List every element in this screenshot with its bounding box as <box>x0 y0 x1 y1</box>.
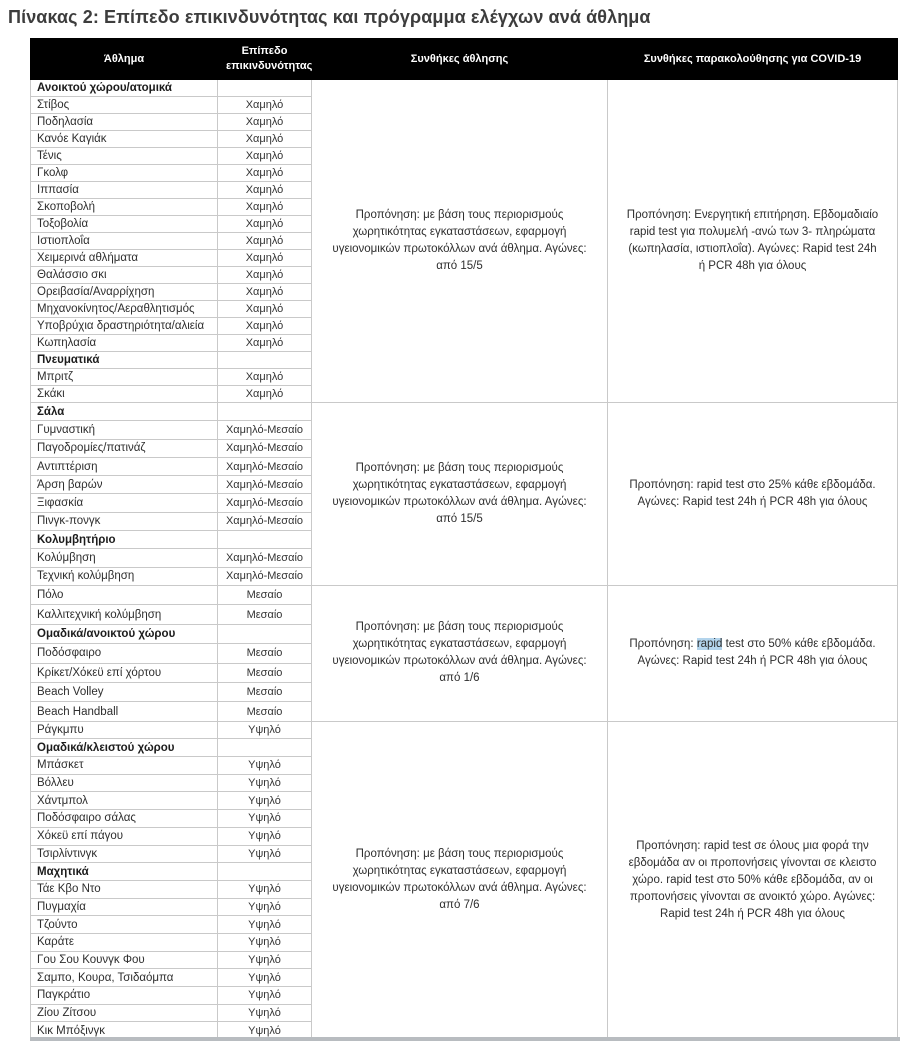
sport-cell: Ποδόσφαιρο σάλας <box>31 810 218 828</box>
risk-level-cell <box>218 531 312 549</box>
sport-cell: Ράγκμπυ <box>31 721 218 739</box>
risk-level-cell: Χαμηλό <box>218 284 312 301</box>
header-row <box>31 39 898 80</box>
risk-level-cell <box>218 80 312 97</box>
sport-cell: Χάντμπολ <box>31 792 218 810</box>
risk-level-cell: Χαμηλό-Μεσαίο <box>218 439 312 457</box>
risk-level-cell <box>218 403 312 421</box>
risk-level-cell <box>218 739 312 757</box>
risk-level-cell: Χαμηλό <box>218 335 312 352</box>
risk-level-cell: Υψηλό <box>218 792 312 810</box>
sport-cell: Στίβος <box>31 97 218 114</box>
risk-level-cell <box>218 352 312 369</box>
sport-cell: Beach Handball <box>31 702 218 721</box>
risk-level-cell: Υψηλό <box>218 1004 312 1022</box>
category-cell: Ομαδικά/ανοικτού χώρου <box>31 624 218 643</box>
table-body <box>31 80 898 1040</box>
sport-cell: Μπριτζ <box>31 369 218 386</box>
risk-level-cell: Χαμηλό-Μεσαίο <box>218 457 312 475</box>
sport-cell: Χειμερινά αθλήματα <box>31 250 218 267</box>
sport-cell: Θαλάσσιο σκι <box>31 267 218 284</box>
risk-level-cell: Υψηλό <box>218 827 312 845</box>
sport-cell: Υποβρύχια δραστηριότητα/αλιεία <box>31 318 218 335</box>
risk-level-cell: Υψηλό <box>218 987 312 1005</box>
risk-level-cell: Χαμηλό <box>218 233 312 250</box>
risk-level-cell: Χαμηλό <box>218 386 312 403</box>
risk-level-cell: Χαμηλό-Μεσαίο <box>218 421 312 439</box>
risk-level-cell: Χαμηλό-Μεσαίο <box>218 494 312 512</box>
sport-cell: Τάε Κβο Ντο <box>31 880 218 898</box>
risk-level-cell <box>218 624 312 643</box>
sport-cell: Γυμναστική <box>31 421 218 439</box>
sport-cell: Πυγμαχία <box>31 898 218 916</box>
risk-level-cell: Χαμηλό <box>218 216 312 233</box>
risk-level-cell: Χαμηλό <box>218 250 312 267</box>
table-header <box>31 39 898 80</box>
risk-level-cell: Χαμηλό-Μεσαίο <box>218 567 312 585</box>
sport-cell: Κικ Μπόξινγκ <box>31 1022 218 1040</box>
sport-cell: Κολύμβηση <box>31 549 218 567</box>
sport-cell: Πόλο <box>31 585 218 604</box>
risk-level-cell: Χαμηλό <box>218 131 312 148</box>
risk-table <box>30 38 898 1040</box>
risk-level-cell: Χαμηλό <box>218 97 312 114</box>
risk-level-cell: Χαμηλό-Μεσαίο <box>218 476 312 494</box>
risk-level-cell: Υψηλό <box>218 810 312 828</box>
risk-level-cell: Χαμηλό <box>218 267 312 284</box>
sport-cell: Αντιπτέριση <box>31 457 218 475</box>
risk-level-cell: Υψηλό <box>218 1022 312 1040</box>
risk-level-cell: Χαμηλό-Μεσαίο <box>218 549 312 567</box>
sport-cell: Πινγκ-πονγκ <box>31 512 218 530</box>
sport-cell: Ζίου Ζίτσου <box>31 1004 218 1022</box>
risk-level-cell: Υψηλό <box>218 933 312 951</box>
sport-cell: Κανόε Καγιάκ <box>31 131 218 148</box>
sport-cell: Ορειβασία/Αναρρίχηση <box>31 284 218 301</box>
conditions-cell: Προπόνηση: με βάση τους περιορισμούς χωρητικότητας εγκαταστάσεων, εφαρμογή υγειονομικών πρωτοκόλλων ανά άθλημα. Αγώνες: από 1/6 <box>312 585 608 721</box>
risk-level-cell: Χαμηλό <box>218 369 312 386</box>
conditions-cell: Προπόνηση: με βάση τους περιορισμούς χωρητικότητας εγκαταστάσεων, εφαρμογή υγειονομικών πρωτοκόλλων ανά άθλημα. Αγώνες: από 7/6 <box>312 721 608 1039</box>
conditions-cell: Προπόνηση: με βάση τους περιορισμούς χωρητικότητας εγκαταστάσεων, εφαρμογή υγειονομικών πρωτοκόλλων ανά άθλημα. Αγώνες: από 15/5 <box>312 80 608 403</box>
risk-level-cell: Χαμηλό <box>218 182 312 199</box>
risk-level-cell: Χαμηλό-Μεσαίο <box>218 512 312 530</box>
category-cell: Ομαδικά/κλειστού χώρου <box>31 739 218 757</box>
sport-cell: Σκοποβολή <box>31 199 218 216</box>
conditions-cell: Προπόνηση: με βάση τους περιορισμούς χωρητικότητας εγκαταστάσεων, εφαρμογή υγειονομικών πρωτοκόλλων ανά άθλημα. Αγώνες: από 15/5 <box>312 403 608 586</box>
highlighted-text: rapid <box>696 638 723 651</box>
monitoring-cell: Προπόνηση: rapid test σε όλους μια φορά την εβδομάδα αν οι προπονήσεις γίνονται σε κλειστο χώρο. rapid test στο 50% κάθε εβδομάδα, αν οι προπονήσεις γίνονται σε ανοικτό χώρο. Αγώνες: Rapid test 24h ή PCR 48h για όλους <box>608 721 898 1039</box>
risk-level-cell: Υψηλό <box>218 951 312 969</box>
category-cell: Ανοικτού χώρου/ατομικά <box>31 80 218 97</box>
risk-level-cell: Μεσαίο <box>218 585 312 604</box>
sport-cell: Beach Volley <box>31 682 218 701</box>
category-cell: Κολυμβητήριο <box>31 531 218 549</box>
category-cell: Πνευματικά <box>31 352 218 369</box>
risk-level-cell: Χαμηλό <box>218 301 312 318</box>
risk-level-cell: Υψηλό <box>218 721 312 739</box>
sport-cell: Ξιφασκία <box>31 494 218 512</box>
table-row <box>31 403 898 421</box>
sport-cell: Καράτε <box>31 933 218 951</box>
risk-level-cell: Μεσαίο <box>218 605 312 624</box>
sport-cell: Άρση βαρών <box>31 476 218 494</box>
risk-level-cell: Υψηλό <box>218 774 312 792</box>
monitoring-cell: Προπόνηση: Ενεργητική επιτήρηση. Εβδομαδιαίο rapid test για πολυμελή -ανώ των 3- πληρώματα (κωπηλασία, ιστιοπλοΐα). Αγώνες: Rapid test 24h ή PCR 48h για όλους <box>608 80 898 403</box>
risk-level-cell: Μεσαίο <box>218 682 312 701</box>
header-sport: Άθλημα <box>31 39 218 80</box>
risk-level-cell: Χαμηλό <box>218 148 312 165</box>
sport-cell: Τσιρλίντινγκ <box>31 845 218 863</box>
sport-cell: Παγοδρομίες/πατινάζ <box>31 439 218 457</box>
sport-cell: Κωπηλασία <box>31 335 218 352</box>
sport-cell: Παγκράτιο <box>31 987 218 1005</box>
sport-cell: Μηχανοκίνητος/Αεραθλητισμός <box>31 301 218 318</box>
risk-level-cell: Μεσαίο <box>218 644 312 663</box>
page-title: Πίνακας 2: Επίπεδο επικινδυνότητας και πρόγραμμα ελέγχων ανά άθλημα <box>8 7 651 27</box>
risk-level-cell: Υψηλό <box>218 845 312 863</box>
sport-cell: Ιππασία <box>31 182 218 199</box>
sport-cell: Γκολφ <box>31 165 218 182</box>
monitoring-cell: Προπόνηση: rapid test στο 25% κάθε εβδομάδα. Αγώνες: Rapid test 24h ή PCR 48h για όλους <box>608 403 898 586</box>
sport-cell: Τοξοβολία <box>31 216 218 233</box>
sport-cell: Κρίκετ/Χόκεϋ επί χόρτου <box>31 663 218 682</box>
risk-level-cell: Μεσαίο <box>218 702 312 721</box>
risk-level-cell: Υψηλό <box>218 880 312 898</box>
risk-level-cell: Υψηλό <box>218 969 312 987</box>
sport-cell: Βόλλευ <box>31 774 218 792</box>
sport-cell: Γου Σου Κουνγκ Φου <box>31 951 218 969</box>
risk-level-cell: Χαμηλό <box>218 318 312 335</box>
table-row <box>31 585 898 604</box>
cutoff-row-strip <box>30 1037 900 1041</box>
category-cell: Σάλα <box>31 403 218 421</box>
sport-cell: Καλλιτεχνική κολύμβηση <box>31 605 218 624</box>
risk-level-cell: Χαμηλό <box>218 199 312 216</box>
header-monitoring: Συνθήκες παρακολούθησης για COVID-19 <box>608 39 898 80</box>
monitoring-cell: Προπόνηση: rapid test στο 50% κάθε εβδομάδα. Αγώνες: Rapid test 24h ή PCR 48h για όλους <box>608 585 898 721</box>
risk-level-cell: Χαμηλό <box>218 114 312 131</box>
sport-cell: Τζούντο <box>31 916 218 934</box>
sport-cell: Χόκεϋ επί πάγου <box>31 827 218 845</box>
category-cell: Μαχητικά <box>31 863 218 881</box>
sport-cell: Ποδηλασία <box>31 114 218 131</box>
sport-cell: Μπάσκετ <box>31 757 218 775</box>
table-row <box>31 80 898 97</box>
risk-level-cell: Μεσαίο <box>218 663 312 682</box>
sport-cell: Ποδόσφαιρο <box>31 644 218 663</box>
risk-level-cell <box>218 863 312 881</box>
risk-level-cell: Χαμηλό <box>218 165 312 182</box>
risk-level-cell: Υψηλό <box>218 916 312 934</box>
sport-cell: Σκάκι <box>31 386 218 403</box>
sport-cell: Ιστιοπλοΐα <box>31 233 218 250</box>
risk-table-container <box>30 38 897 1040</box>
sport-cell: Σαμπο, Κουρα, Τσιδαόμπα <box>31 969 218 987</box>
header-risk-level: Επίπεδο επικινδυνότητας <box>218 39 312 80</box>
risk-level-cell: Υψηλό <box>218 898 312 916</box>
risk-level-cell: Υψηλό <box>218 757 312 775</box>
sport-cell: Τεχνική κολύμβηση <box>31 567 218 585</box>
header-conditions: Συνθήκες άθλησης <box>312 39 608 80</box>
table-row <box>31 721 898 739</box>
sport-cell: Τένις <box>31 148 218 165</box>
